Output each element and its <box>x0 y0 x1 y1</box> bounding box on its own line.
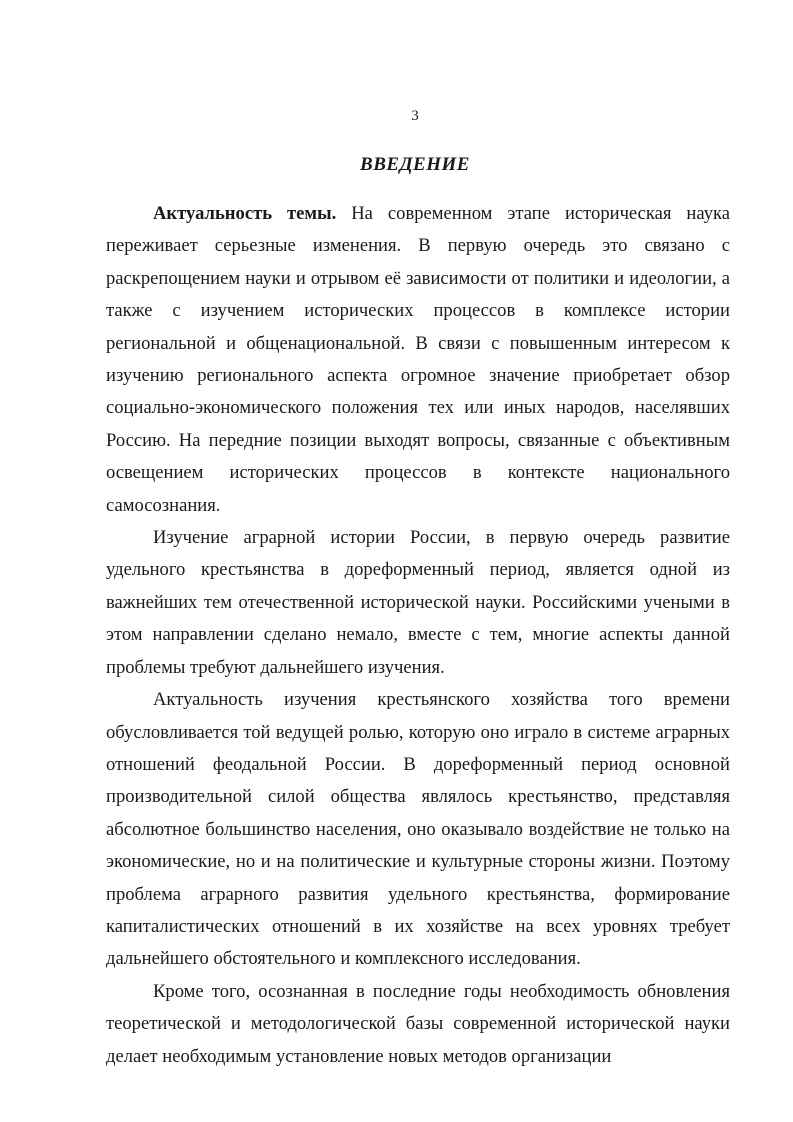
paragraph-methodology: Кроме того, осознанная в последние годы необходимость обновления теоретической и методологической базы современной исторической науки делает необходимым установление новых методов организации <box>106 980 730 1067</box>
paragraph-relevance <box>106 198 730 522</box>
paragraph-agrarian-history: Изучение аграрной истории России, в первую очередь развитие удельного крестьянства в дореформенный период, является одной из важнейших тем отечественной исторической науки. Российскими учеными в этом направлении сделано немало, вместе с тем, многие аспекты данной проблемы требуют дальнейшего изучения. <box>106 527 730 678</box>
paragraph-peasant-economy: Актуальность изучения крестьянского хозяйства того времени обусловливается той ведущей ролью, которую оно играло в системе аграрных отношений феодальной России. В дореформенный период основной производительной силой общества являлось крестьянство, представляя абсолютное большинство населения, оно оказывало воздействие не только на экономические, но и на политические и культурные стороны жизни. Поэтому проблема аграрного развития удельного крестьянства, формирование капиталистических отношений в их хозяйстве на всех уровнях требует дальнейшего обстоятельного и комплексного исследования. <box>106 689 730 970</box>
paragraph-text: На современном этапе историческая наука переживает серьезные изменения. В первую очередь это связано с раскрепощением науки и отрывом её зависимости от политики и идеологии, а также с изучением исторических процессов в комплексе истории региональной и общенациональной. В связи с повышенным интересом к изучению регионального аспекта огромное значение приобретает обзор социально-экономического положения тех или иных народов, населявших Россию. На передние позиции выходят вопросы, связанные с объективным освещением исторических процессов в контексте национального самосознания. <box>106 203 730 516</box>
page-heading: ВВЕДЕНИЕ <box>360 154 470 175</box>
body-text <box>106 198 730 1073</box>
paragraph-lead: Актуальность темы. <box>153 203 337 224</box>
page-number: 3 <box>411 108 419 124</box>
